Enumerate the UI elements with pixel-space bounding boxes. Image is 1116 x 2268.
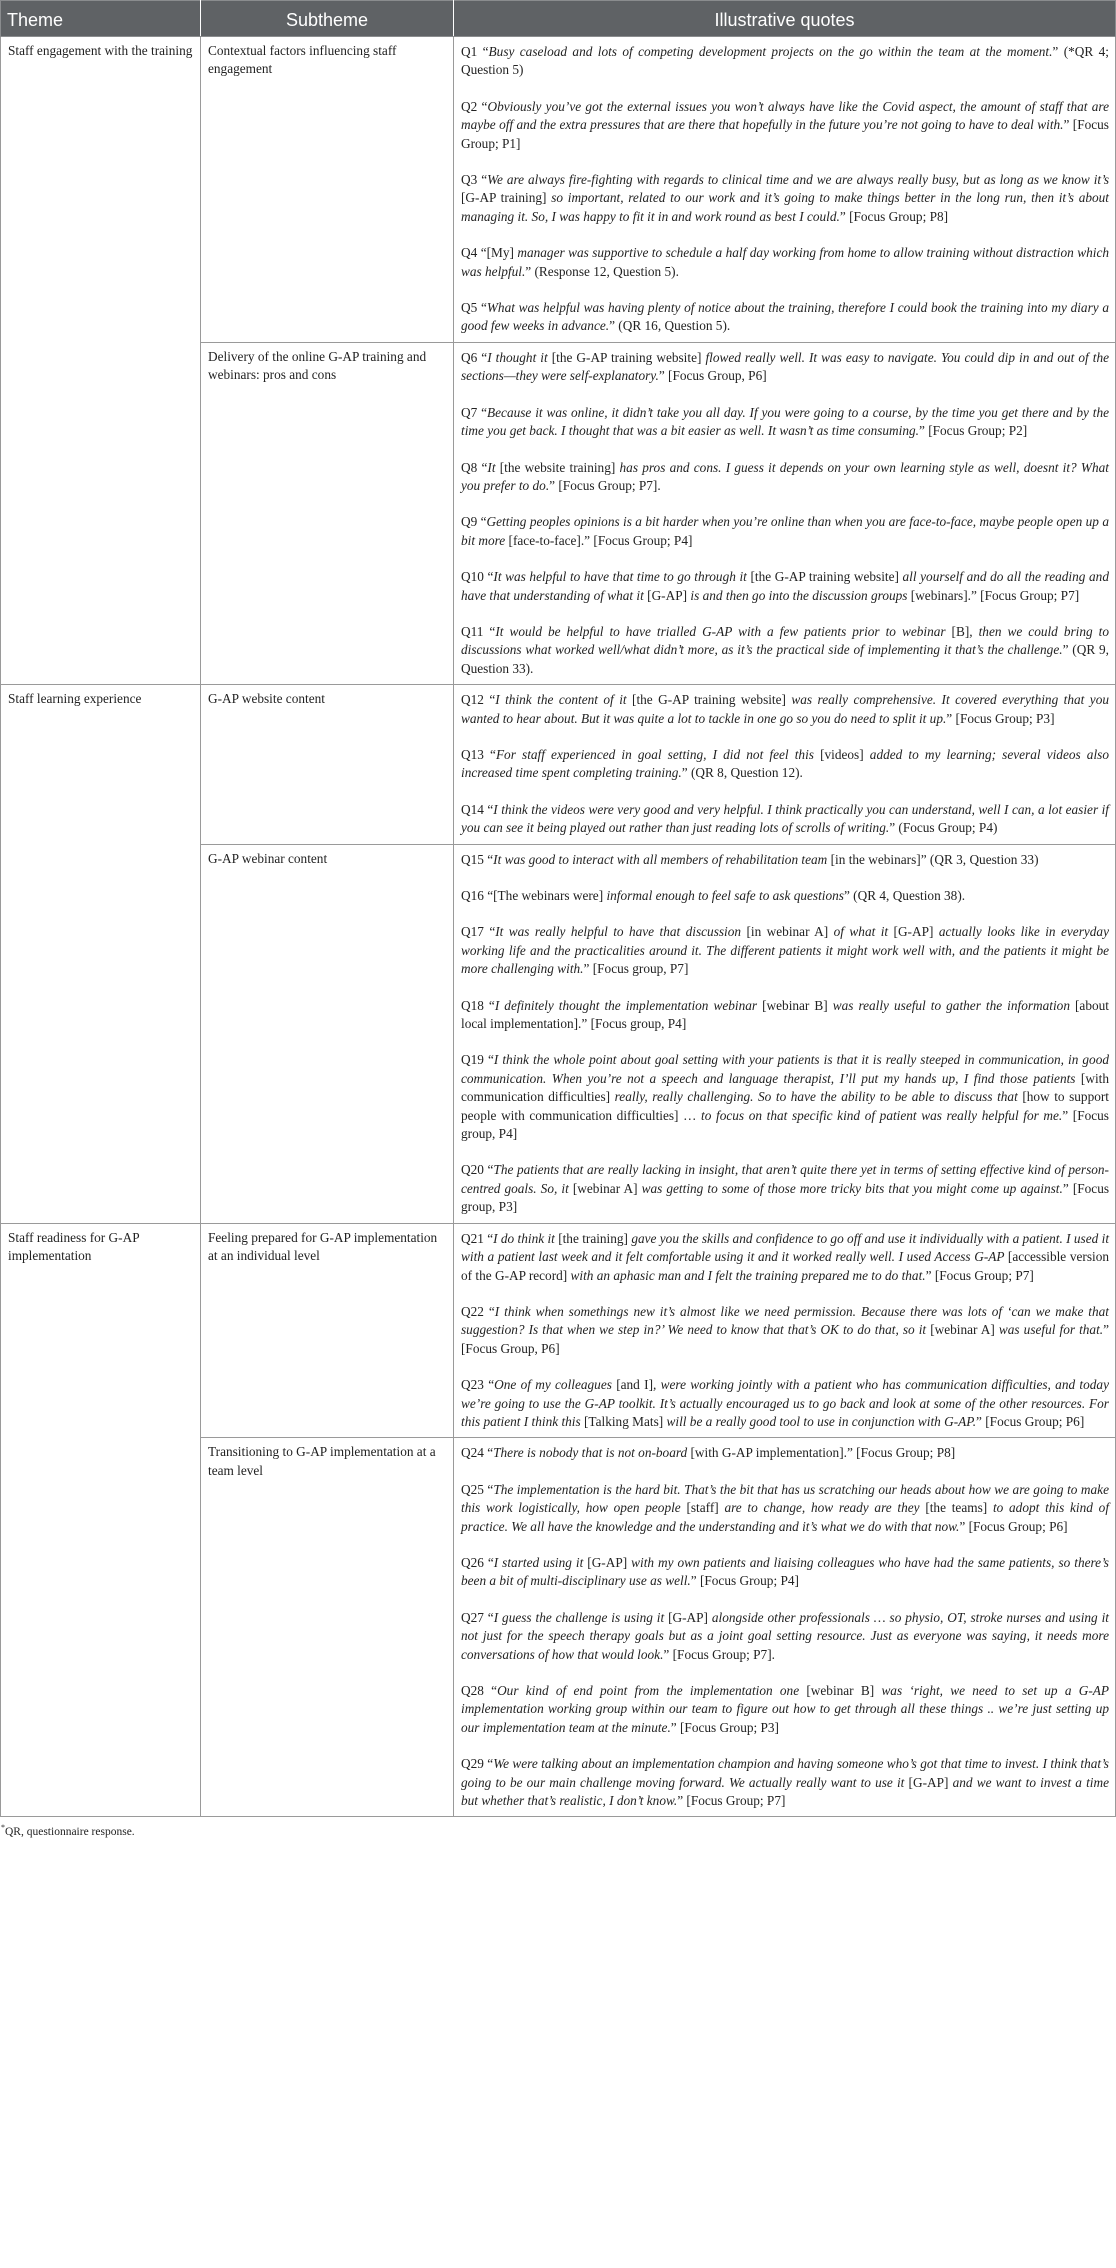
quote-annotation: [accessible version of the G-AP record]	[461, 1249, 1109, 1283]
quote-annotation: [about local implementation].” [Focus group, P4]	[461, 997, 1109, 1032]
quote-annotation: [G-AP]	[647, 587, 691, 603]
quote-item	[461, 43, 1109, 80]
quote-annotation: Q2 “	[461, 98, 488, 114]
quote-text: Obviously you’ve got the external issues you won’t always have like the Covid aspect, the amount of staff that are maybe off and the extra pressures that are there that hopefully in the future you’re not going to have to deal with.	[461, 98, 1109, 133]
quote-text: all yourself and do all the reading and have that understanding of what it	[461, 569, 1109, 603]
quote-annotation: Q5 “	[461, 300, 487, 316]
table-row	[1, 37, 1116, 343]
quote-text: is and then go into the discussion groups	[690, 587, 911, 603]
subtheme-cell: Feeling prepared for G-AP implementation at an individual level	[201, 1223, 454, 1438]
quote-annotation: ” [Focus Group; P8]	[839, 208, 949, 224]
quote-text: One of my colleagues	[494, 1377, 617, 1393]
quote-text: For staff experienced in goal setting, I did not feel this	[495, 746, 821, 762]
quote-annotation: ” (QR 16, Question 5).	[609, 318, 731, 334]
quote-text: was ‘right, we need to set up a G-AP implementation working group within our team to figure out how to get through all these things .. we’re just setting up our implementation team at the minute.	[461, 1683, 1109, 1735]
quote-text: of what it	[833, 924, 894, 940]
table-row	[1, 1223, 1116, 1438]
quote-annotation: Q22 “	[461, 1303, 495, 1319]
quote-annotation: ” (QR 4, Question 38).	[843, 888, 966, 903]
quote-annotation: Q9 “	[461, 514, 487, 530]
quote-annotation: [videos]	[820, 746, 870, 762]
quote-item	[461, 1609, 1109, 1664]
header-theme: Theme	[1, 1, 201, 37]
quote-item	[461, 244, 1109, 281]
quote-text: I think when somethings new it’s almost like we need permission. Because there was lots of ‘can we make that suggestion? Is that when we step in?’ We need to know that that’s OK to do that, so it	[461, 1303, 1109, 1338]
quote-text: to focus on that specific kind of patient was really helpful for me.	[701, 1107, 1063, 1123]
quotes-cell	[454, 685, 1116, 844]
quote-annotation: [webinar A]	[572, 1180, 642, 1196]
quote-annotation: [webinar B]	[762, 997, 833, 1013]
quote-text: It would be helpful to have trialled G-AP with a few patients prior to webinar	[495, 623, 952, 639]
quote-annotation: Q1 “	[461, 44, 489, 59]
quote-annotation: ” (QR 8, Question 12).	[681, 765, 803, 781]
quote-item	[461, 404, 1109, 441]
quote-annotation: [webinar A]	[930, 1322, 999, 1338]
quote-item	[461, 98, 1109, 153]
quote-annotation: Q11 “	[461, 623, 496, 639]
quote-annotation: Q24 “	[461, 1445, 494, 1461]
theme-cell: Staff engagement with the training	[1, 37, 201, 685]
quote-text: to adopt this kind of practice. We all have the knowledge and the understanding and it’s what we do with that now.	[461, 1500, 1110, 1534]
quote-annotation: ” [Focus group, P4]	[461, 1107, 1109, 1142]
quote-annotation: Q17 “	[461, 924, 496, 940]
quote-annotation: Q8 “	[461, 459, 488, 475]
subtheme-cell: G-AP webinar content	[201, 844, 454, 1223]
quote-annotation: Q3 “	[461, 172, 488, 188]
quote-annotation: [the training]	[558, 1230, 632, 1246]
quote-annotation: Q14 “	[461, 801, 494, 817]
quote-text: The patients that are really lacking in insight, that aren’t quite there yet in terms of setting effective kind of person-centred goals. So, it	[461, 1162, 1109, 1196]
quote-annotation: ” [Focus group, P7]	[583, 961, 689, 977]
quote-item	[461, 299, 1109, 336]
quote-item	[461, 851, 1109, 869]
quote-annotation: ” [Focus Group; P1]	[461, 117, 1109, 151]
quote-annotation: Q16 “[The webinars were]	[461, 888, 607, 903]
table-footnote	[0, 1817, 1116, 1838]
quote-text: was useful for that.	[998, 1322, 1104, 1338]
quote-text: It was really helpful to have that discussion	[495, 924, 747, 940]
quote-text: was getting to some of those more tricky bits that you might come up against.	[641, 1180, 1063, 1196]
quote-item	[461, 887, 1109, 905]
quote-annotation: [G-AP]	[587, 1554, 632, 1570]
quote-text: Our kind of end point from the implementation one	[497, 1683, 807, 1698]
quote-annotation: Q27 “	[461, 1609, 494, 1625]
quotes-cell	[454, 1223, 1116, 1438]
quote-annotation: [and I]	[616, 1377, 653, 1393]
quote-text: with my own patients and liaising colleagues who have had the same patients, so there’s been a bit of multi-disciplinary use as well.	[461, 1554, 1109, 1589]
quote-annotation: Q18 “	[461, 997, 495, 1013]
quote-text: It	[487, 459, 500, 475]
quote-text: manager was supportive to schedule a half day working from home to allow training without distraction which was helpful.	[461, 245, 1109, 279]
quote-item	[461, 1376, 1109, 1431]
quote-item	[461, 568, 1109, 605]
quote-annotation: [the G-AP training website]	[551, 349, 706, 365]
quote-annotation: Q23 “	[461, 1377, 495, 1393]
quote-annotation: Q25 “	[461, 1481, 494, 1497]
quote-item	[461, 1303, 1109, 1358]
quotes-cell	[454, 342, 1116, 684]
quote-annotation: [G-AP]	[893, 924, 939, 940]
quote-annotation: [Talking Mats]	[584, 1413, 667, 1429]
quote-annotation: Q13 “	[461, 746, 496, 762]
quote-annotation: ” [Focus Group; P3]	[670, 1719, 779, 1735]
table-header	[1, 1, 1116, 37]
quote-annotation: ” [Focus Group; P3]	[946, 710, 1055, 726]
quote-text: so important, related to our work and it’s going to make things better in the long run, then it’s about managing it. So, I was happy to fit it in and work round as best I could.	[461, 190, 1109, 224]
quote-annotation: ” [Focus Group; P7]	[677, 1793, 786, 1809]
quote-text: Getting peoples opinions is a bit harder when you’re online than when you are face-to-face, maybe people open up a bit more	[461, 514, 1109, 548]
quote-annotation: ” [Focus Group; P7].	[549, 477, 661, 493]
quote-text: What was helpful was having plenty of notice about the training, therefore I could book the training into my diary a good few weeks in advance.	[461, 300, 1110, 334]
quote-text: and we want to invest a time but whether that’s realistic, I don’t know.	[461, 1774, 1110, 1809]
quote-text: I thought it	[487, 349, 552, 365]
theme-cell: Staff readiness for G-AP implementation	[1, 1223, 201, 1817]
quote-item	[461, 746, 1109, 783]
quote-item	[461, 1051, 1109, 1143]
quote-text: We are always fire-fighting with regards to clinical time and we are always really busy, but as long as we know it’s	[487, 172, 1109, 188]
quote-annotation: [the teams]	[925, 1500, 993, 1516]
quote-annotation: Q19 “	[461, 1052, 494, 1068]
quote-text: actually looks like in everyday working life and the practicalities around it. The different patients it might work well with, and the patients it might be more challenging with.	[461, 924, 1109, 977]
quote-item	[461, 801, 1109, 838]
quote-annotation: Q20 “	[461, 1162, 494, 1178]
quote-annotation: [G-AP training]	[461, 190, 552, 206]
quote-text: with an aphasic man and I felt the training prepared me to do that.	[570, 1267, 926, 1283]
footnote-marker: *	[1, 1823, 5, 1833]
quote-text: flowed really well. It was easy to navigate. You could dip in and out of the sections—they were self-explanatory.	[461, 349, 1110, 384]
quote-item	[461, 1682, 1109, 1737]
quote-annotation: Q29 “	[461, 1756, 494, 1772]
quote-text: are to change, how ready are they	[724, 1500, 926, 1516]
table-body	[1, 37, 1116, 1817]
quote-text: informal enough to feel safe to ask questions	[606, 888, 844, 903]
quote-annotation: [staff]	[686, 1500, 725, 1516]
quote-annotation: ” [Focus Group; P6]	[976, 1413, 1085, 1429]
quote-text: really, really challenging. So to have the ability to be able to discuss that	[614, 1089, 1023, 1105]
quote-annotation: [face-to-face].” [Focus Group; P4]	[508, 532, 693, 548]
quotes-cell	[454, 37, 1116, 343]
quote-annotation: [G-AP]	[668, 1609, 712, 1625]
quote-text: I think the videos were very good and very helpful. I think practically you can understand, well I can, a lot easier if you can see it being played out rather than just reading lots of scrolls of writing.	[461, 801, 1109, 836]
quote-annotation: [webinars].” [Focus Group; P7]	[910, 587, 1080, 603]
quote-annotation: ” (*QR 4; Question 5)	[461, 44, 1109, 78]
quote-text: There is nobody that is not on-board	[493, 1445, 691, 1461]
quote-annotation: Q28 “	[461, 1683, 498, 1698]
quote-annotation: [G-AP]	[908, 1774, 953, 1790]
quote-annotation: [webinar B]	[806, 1683, 882, 1698]
quote-text: The implementation is the hard bit. That’s the bit that has us scratching our heads about how we are going to make this work logistically, how open people	[461, 1481, 1109, 1516]
quote-item	[461, 171, 1109, 226]
quote-annotation: [the G-AP training website]	[632, 692, 792, 708]
quote-text: I think the content of it	[495, 692, 633, 708]
quote-annotation: ” [Focus group, P3]	[461, 1180, 1110, 1215]
header-illustrative-quotes: Illustrative quotes	[454, 1, 1116, 37]
quote-annotation: Q6 “	[461, 349, 488, 365]
quote-item	[461, 923, 1109, 978]
quote-text: Because it was online, it didn’t take you all day. If you were going to a course, by the time you get there and by the time you get back. I thought that was a bit easier as well. It wasn’t as time consuming.	[461, 404, 1109, 439]
footnote-text: QR, questionnaire response.	[5, 1826, 135, 1839]
quote-item	[461, 459, 1109, 496]
quote-item	[461, 1161, 1109, 1216]
quote-text: was really comprehensive. It covered everything that you wanted to hear about. But it was quite a lot to tackle in one go so you do need to split it up.	[461, 692, 1109, 726]
quote-text: will be a really good tool to use in conjunction with G-AP.	[666, 1413, 977, 1429]
subtheme-cell: Delivery of the online G-AP training and webinars: pros and cons	[201, 342, 454, 684]
quote-text: I think the whole point about goal setting with your patients is that it is really steeped in communication, in good communication. When you’re not a speech and language therapist, I’ll put my hands up, I find those patients	[461, 1052, 1109, 1086]
header-subtheme: Subtheme	[201, 1, 454, 37]
quote-text: alongside other professionals … so physio, OT, stroke nurses and using it not just for the speech therapy goals but as a joint goal setting resource. Just as everyone was saying, it needs more conversations of how that would look.	[461, 1609, 1109, 1662]
quote-text: , were working jointly with a patient who has communication difficulties, and today we’re going to use the G-AP toolkit. It’s actually encouraged us to go back and look at some of the other resources. For this patient I think this	[461, 1377, 1109, 1429]
quote-annotation: ” [Focus Group; P6]	[959, 1518, 1068, 1534]
quote-text: It was helpful to have that time to go through it	[493, 569, 751, 585]
quote-text: was really useful to gather the information	[832, 997, 1075, 1013]
quote-annotation: [in webinar A]	[746, 924, 834, 940]
quote-text: I do think it	[493, 1230, 559, 1246]
quote-annotation: [B]	[951, 623, 970, 639]
quote-annotation: Q12 “	[461, 692, 496, 708]
quote-annotation: [with communication difficulties]	[461, 1070, 1109, 1105]
quote-text: I guess the challenge is using it	[493, 1609, 669, 1625]
quote-annotation: Q4 “[My]	[461, 245, 518, 261]
quote-annotation: ” [Focus Group, P6]	[658, 368, 767, 384]
quote-text: I definitely thought the implementation webinar	[494, 997, 763, 1013]
quote-text: We were talking about an implementation champion and having someone who’s got that time to invest. I think that’s going to be our main challenge moving forward. We actually really want to use it	[461, 1756, 1109, 1790]
quote-item	[461, 1481, 1109, 1536]
theme-cell: Staff learning experience	[1, 685, 201, 1224]
quote-annotation: Q15 “	[461, 851, 494, 867]
subtheme-cell: G-AP website content	[201, 685, 454, 844]
quote-text: has pros and cons. I guess it depends on your own learning style as well, doesnt it? What you prefer to do.	[461, 459, 1109, 493]
quote-annotation: [how to support people with communication difficulties] …	[461, 1089, 1109, 1123]
quote-text: added to my learning; several videos also increased time spent completing training.	[461, 746, 1109, 781]
quote-annotation: ” [Focus Group; P2]	[918, 423, 1028, 439]
quote-item	[461, 1444, 1109, 1462]
quote-annotation: [with G-AP implementation].” [Focus Group; P8]	[690, 1445, 956, 1461]
quote-item	[461, 1554, 1109, 1591]
quote-annotation: ” [Focus Group; P7]	[925, 1267, 1034, 1283]
quote-annotation: Q10 “	[461, 569, 494, 585]
quote-annotation: ” [Focus Group; P7].	[663, 1646, 775, 1662]
quote-text: It was good to interact with all members of rehabilitation team	[493, 851, 831, 867]
quote-text: Busy caseload and lots of competing development projects on the go within the team at the moment.	[488, 44, 1053, 59]
quote-annotation: Q7 “	[461, 404, 488, 420]
quote-annotation: [in the webinars]” (QR 3, Question 33)	[830, 851, 1039, 867]
quote-annotation: Q21 “	[461, 1230, 494, 1246]
quote-annotation: ” [Focus Group; P4]	[690, 1573, 799, 1589]
subtheme-cell: Contextual factors influencing staff engagement	[201, 37, 454, 343]
quote-item	[461, 1230, 1109, 1285]
quote-text: , then we could bring to discussions what worked well/what didn’t more, as it’s the practical side of implementing it that’s the challenge.	[461, 623, 1109, 658]
subtheme-cell: Transitioning to G-AP implementation at a team level	[201, 1438, 454, 1817]
quote-annotation: [the website training]	[499, 459, 620, 475]
quote-item	[461, 691, 1109, 728]
quote-annotation: ” (QR 9, Question 33).	[461, 642, 1109, 676]
quote-item	[461, 997, 1109, 1034]
quote-annotation: Q26 “	[461, 1554, 494, 1570]
quote-item	[461, 513, 1109, 550]
quotes-cell	[454, 1438, 1116, 1817]
quote-text: I started using it	[493, 1554, 588, 1570]
quote-item	[461, 349, 1109, 386]
quote-item	[461, 1755, 1109, 1810]
quote-annotation: ” (Response 12, Question 5).	[525, 263, 679, 279]
quote-annotation: [the G-AP training website]	[750, 569, 903, 585]
quote-annotation: ” (Focus Group; P4)	[889, 820, 998, 836]
table-row	[1, 685, 1116, 844]
quote-item	[461, 623, 1109, 678]
quote-text: gave you the skills and confidence to go off and use it individually with a patient. I used it with a patient last week and it felt comfortable using it and it worked really well. I used Access G-AP	[461, 1230, 1110, 1265]
quote-annotation: ” [Focus Group, P6]	[461, 1322, 1110, 1356]
quotes-cell	[454, 844, 1116, 1223]
